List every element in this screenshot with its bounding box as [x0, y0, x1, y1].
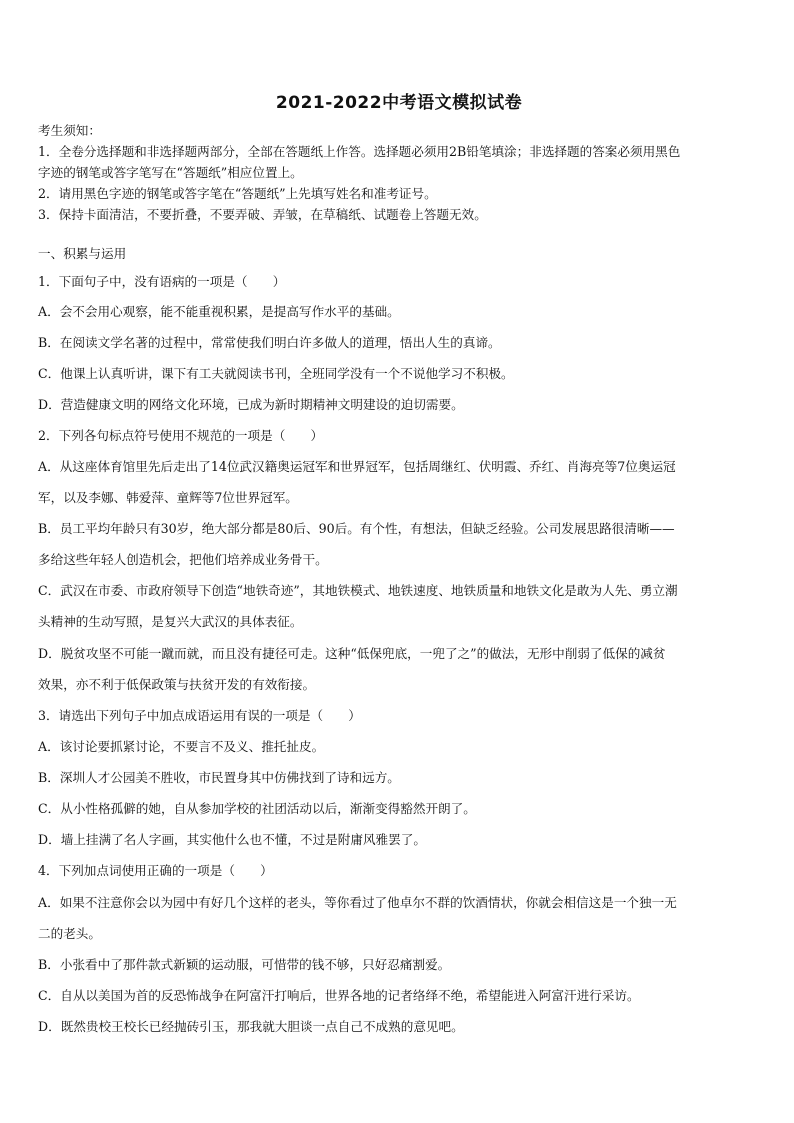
q3-option-c: C．从小性格孤僻的她，自从参加学校的社团活动以后，渐渐变得豁然开朗了。	[38, 801, 476, 816]
q2-option-d-line1: D．脱贫攻坚不可能一蹴而就，而且没有捷径可走。这种“低保兜底，一兜了之”的做法，无形中削弱了低保的减贫	[38, 646, 666, 661]
question-3-stem: 3．请选出下列句子中加点成语运用有误的一项是（ ）	[38, 708, 361, 723]
page-title: 2021-2022中考语文模拟试卷	[275, 93, 523, 113]
notice-heading: 考生须知：	[38, 123, 101, 138]
question-2-stem: 2．下列各句标点符号使用不规范的一项是（ ）	[38, 428, 324, 443]
q4-option-b: B．小张看中了那件款式新颖的运动服，可惜带的钱不够，只好忍痛割爱。	[38, 957, 451, 972]
q2-option-c-line2: 头精神的生动写照，是复兴大武汉的具体表征。	[38, 614, 303, 629]
q2-option-b-line2: 多给这些年轻人创造机会，把他们培养成业务骨干。	[38, 552, 328, 567]
question-1-stem: 1．下面句子中，没有语病的一项是（ ）	[38, 274, 286, 289]
notice-line: 1．全卷分选择题和非选择题两部分，全部在答题纸上作答。选择题必须用2B铅笔填涂；非选择题的答案必须用黑色	[38, 144, 681, 159]
q1-option-c: C．他课上认真听讲，课下有工夫就阅读书刊，全班同学没有一个不说他学习不积极。	[38, 366, 514, 381]
q3-option-b: B．深圳人才公园美不胜收，市民置身其中仿佛找到了诗和远方。	[38, 770, 400, 785]
q2-option-b-line1: B．员工平均年龄只有30岁，绝大部分都是80后、90后。有个性，有想法，但缺乏经验。公司发展思路很清晰——	[38, 521, 675, 536]
q1-option-a: A．会不会用心观察，能不能重视积累，是提高写作水平的基础。	[38, 304, 400, 319]
question-4-stem: 4．下列加点词使用正确的一项是（ ）	[38, 863, 273, 878]
notice-line: 2．请用黑色字迹的钢笔或答字笔在“答题纸”上先填写姓名和准考证号。	[38, 186, 437, 201]
notice-line: 3．保持卡面清洁，不要折叠，不要弄破、弄皱，在草稿纸、试题卷上答题无效。	[38, 207, 487, 222]
notice-line: 字迹的钢笔或答字笔写在“答题纸”相应位置上。	[38, 165, 303, 180]
q4-option-c: C．自从以美国为首的反恐怖战争在阿富汗打响后，世界各地的记者络绎不绝，希望能进入阿富汗进行采访。	[38, 988, 640, 1003]
q4-option-d: D．既然贵校王校长已经抛砖引玉，那我就大胆谈一点自己不成熟的意见吧。	[38, 1019, 464, 1034]
section-title: 一、积累与运用	[38, 246, 127, 261]
q1-option-d: D．营造健康文明的网络文化环境，已成为新时期精神文明建设的迫切需要。	[38, 397, 464, 412]
q2-option-d-line2: 效果，亦不利于低保政策与扶贫开发的有效衔接。	[38, 677, 316, 692]
q3-option-a: A．该讨论要抓紧讨论，不要言不及义、推托扯皮。	[38, 739, 325, 754]
exam-notice	[38, 120, 760, 225]
q2-option-a-line2: 军，以及李娜、韩爱萍、童辉等7位世界冠军。	[38, 490, 298, 505]
q2-option-a-line1: A．从这座体育馆里先后走出了14位武汉籍奥运冠军和世界冠军，包括周继红、伏明霞、乔红、肖海亮等7位奥运冠	[38, 459, 676, 474]
q4-option-a-line2: 二的老头。	[38, 926, 101, 941]
q2-option-c-line1: C．武汉在市委、市政府领导下创造“地铁奇迹”，其地铁模式、地铁速度、地铁质量和地铁文化是敢为人先、勇立潮	[38, 583, 678, 598]
q4-option-a-line1: A．如果不注意你会以为园中有好几个这样的老头，等你看过了他卓尔不群的饮酒情状，你就会相信这是一个独一无	[38, 895, 677, 910]
q1-option-b: B．在阅读文学名著的过程中，常常使我们明白许多做人的道理，悟出人生的真谛。	[38, 335, 501, 350]
q3-option-d: D．墙上挂满了名人字画，其实他什么也不懂，不过是附庸风雅罢了。	[38, 832, 426, 847]
